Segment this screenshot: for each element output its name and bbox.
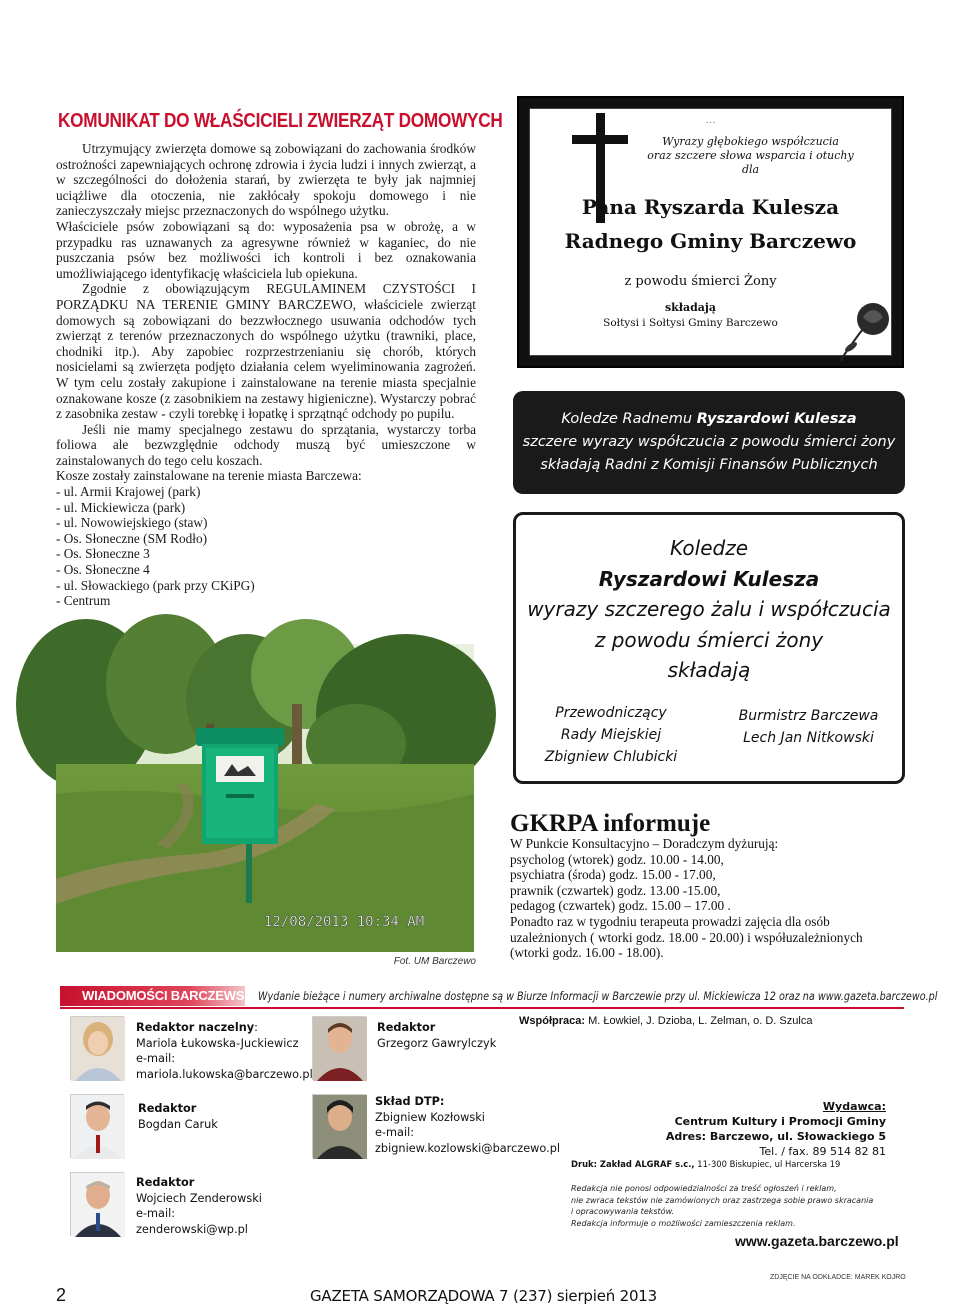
condolence-name: Ryszardowi Kulesza	[696, 411, 857, 427]
staff-name: Grzegorz Gawrylczyk	[377, 1036, 497, 1050]
gkrpa-info	[510, 836, 902, 961]
list-item: - Centrum	[56, 593, 111, 609]
photo-timestamp: 12/08/2013 10:34 AM	[264, 914, 425, 930]
gkrpa-line: Ponadto raz w tygodniu terapeuta prowadzi zajęcia dla osób	[510, 913, 830, 929]
staff-editor-gawrylczyk	[377, 1020, 496, 1051]
disclaimer-line: Redakcja informuje o możliwości zamieszczenia reklam.	[571, 1218, 796, 1228]
archive-note: Wydanie bieżące i numery archiwalne dostępne są w Biurze Informacji w Barczewie przy ul. Mickiewicza 12 oraz na www.gazeta.barczewo.pl	[258, 990, 938, 1003]
gkrpa-line: uzależnionych ( wtorki godz. 18.00 - 20.00) i współuzależnionych	[510, 929, 863, 945]
disclaimer-line: Redakcja nie ponosi odpowiedzialności za treść ogłoszeń i reklam,	[571, 1184, 837, 1193]
staff-name: Wojciech Zenderowski	[136, 1191, 262, 1205]
publisher-name: Centrum Kultury i Promocji Gminy	[674, 1115, 886, 1128]
avatar-editor-in-chief	[70, 1016, 124, 1080]
list-item: - ul. Armii Krajowej (park)	[56, 484, 201, 500]
gkrpa-title: GKRPA informuje	[510, 810, 711, 837]
staff-name: Mariola Łukowska-Juckiewicz	[136, 1036, 299, 1050]
article-paragraph: Właściciele psów zobowiązani są do: wyposażenia psa w obrożę, a w przypadku ras uznawanych za agresywne również w kaganiec, do nie puszczania psów bez możliwości ich kontroli i bez oznakowania umożliwiającego identyfikację właściciela lub opiekuna.	[56, 218, 476, 281]
obituary-line: dla	[741, 163, 760, 176]
printer-info	[571, 1159, 840, 1169]
publisher-address: Adres: Barczewo, ul. Słowackiego 5	[665, 1130, 886, 1143]
staff-name: Zbigniew Kozłowski	[375, 1110, 485, 1124]
page-number: 2	[56, 1285, 67, 1305]
masthead-title: WIADOMOŚCI BARCZEWSKIE	[60, 986, 245, 1006]
list-item: - Os. Słoneczne 4	[56, 562, 150, 578]
staff-email[interactable]: zbigniew.kozlowski@barczewo.pl	[375, 1141, 561, 1155]
condolence-line	[513, 408, 905, 431]
condolence-line: z powodu śmierci żony	[594, 627, 824, 652]
obituary-line: składają	[664, 301, 717, 314]
condolence-box-committee	[513, 391, 905, 494]
staff-editor-zenderowski	[136, 1175, 262, 1237]
staff-dtp	[375, 1094, 560, 1156]
condolence-box-mayor	[513, 512, 905, 784]
obituary-faded-header: …	[705, 115, 716, 126]
publisher-phone: Tel. / fax. 89 514 82 81	[759, 1145, 886, 1158]
list-item: - ul. Słowackiego (park przy CKiPG)	[56, 577, 255, 593]
park-scene-illustration	[56, 644, 474, 952]
article-paragraph: Utrzymujący zwierzęta domowe są zobowiązani do zachowania środków ostrożności zapewniających ochronę zdrowia i życia ludzi i innych zwierząt, a w szczególności do dołożenia starań, by zwierzęta te były jak najmniej uciążliwe dla otoczenia, nie zakłócały spokoju domowego i nie zanieczyszczały miejsc przeznaczonych do wspólnego użytku.	[56, 141, 476, 219]
avatar-editor-zenderowski	[70, 1172, 124, 1236]
staff-role: Redaktor naczelny	[136, 1021, 255, 1034]
avatar-dtp-kozlowski	[312, 1094, 366, 1158]
collaborators	[519, 1015, 812, 1027]
gkrpa-line: (wtorki godz. 16.00 - 18.00).	[510, 945, 664, 961]
collaborators-label: Współpraca:	[519, 1015, 586, 1027]
staff-name: Bogdan Caruk	[138, 1117, 218, 1131]
condolence-line: wyrazy szczerego żalu i współczucia	[527, 597, 891, 621]
staff-email-label: e-mail:	[375, 1126, 415, 1139]
staff-role: Redaktor	[136, 1176, 195, 1189]
condolence-line: szczere wyrazy współczucia z powodu śmierci żony	[522, 434, 896, 450]
article-body	[56, 141, 476, 609]
list-item: - ul. Nowowiejskiego (staw)	[56, 515, 208, 531]
staff-email[interactable]: zenderowski@wp.pl	[136, 1222, 248, 1236]
obituary-line: z powodu śmierci Żony	[624, 274, 777, 289]
masthead-divider	[60, 1007, 904, 1009]
obituary-title: Radnego Gminy Barczewo	[564, 229, 857, 253]
obituary-line: oraz szczere słowa wsparcia i otuchy	[647, 149, 854, 162]
article-title: KOMUNIKAT DO WŁAŚCICIELI ZWIERZĄT DOMOWYCH	[58, 110, 503, 132]
list-item: - Os. Słoneczne (SM Rodło)	[56, 530, 208, 546]
bin-location-list	[56, 484, 476, 609]
signature-line: Rady Miejskiej	[560, 727, 662, 743]
printer-address: 11-300 Biskupiec, ul Harcerska 19	[694, 1159, 841, 1169]
gkrpa-line: W Punkcie Konsultacyjno – Doradczym dyżurują:	[510, 836, 779, 851]
signature-line: Przewodniczący	[555, 705, 667, 721]
obituary-card	[529, 108, 892, 356]
article-paragraph: Kosze zostały zainstalowane na terenie miasta Barczewa:	[56, 468, 362, 484]
staff-email[interactable]: mariola.lukowska@barczewo.pl	[136, 1067, 313, 1081]
article-paragraph: Zgodnie z obowiązującym REGULAMINEM CZYSTOŚCI I PORZĄDKU NA TERENIE GMINY BARCZEWO, właściciele zwierząt domowych są zobowiązani do bezzwłocznego usuwania odchodów tych zwierząt z terenów przeznaczonych do wspólnego użytku (trawniki, place, chodniki itp.). Aby zapobiec rozprzestrzenianiu się chorób, których nosicielami są zwierzęta podjęto działania celem wyeliminowania zagrożeń. W tym celu zostały zakupione i zainstalowane na terenie miasta specjalnie oznakowane kosze (z zasobnikiem na zestawy higieniczne). Wystarczy pobrać z zasobnika zestaw - czyli torebkę i łopatkę i sprzątnąć odchody po pupilu.	[56, 281, 476, 422]
signature-council-chair	[526, 702, 696, 768]
avatar-editor-caruk	[70, 1094, 124, 1158]
cover-photo-credit: ZDJĘCIE NA ODKŁADCE: MAREK KOJRO	[770, 1274, 906, 1281]
condolence-text: Koledze Radnemu	[561, 411, 697, 427]
obituary-line: Wyrazy głębokiego współczucia	[662, 135, 839, 148]
website-link[interactable]: www.gazeta.barczewo.pl	[735, 1233, 899, 1249]
collaborators-names: M. Łowkiel, J. Dzioba, L. Zelman, o. D. Szulca	[585, 1015, 813, 1027]
photo-caption: Fot. UM Barczewo	[393, 956, 476, 967]
signature-line: Lech Jan Nitkowski	[743, 730, 874, 746]
signature-line: Burmistrz Barczewa	[738, 708, 879, 724]
issue-title: GAZETA SAMORZĄDOWA 7 (237) sierpień 2013	[310, 1287, 657, 1305]
list-item: - ul. Mickiewicza (park)	[56, 499, 186, 515]
condolence-name: Ryszardowi Kulesza	[598, 566, 820, 591]
staff-role: Redaktor	[377, 1021, 436, 1034]
disclaimer-line: i opracowywania tekstów.	[571, 1207, 675, 1216]
list-item: - Os. Słoneczne 3	[56, 546, 150, 562]
staff-email-label: e-mail:	[136, 1207, 176, 1220]
staff-email-label: e-mail:	[136, 1052, 176, 1065]
condolence-line: Koledze	[670, 536, 748, 560]
gkrpa-line: prawnik (czwartek) godz. 13.00 -15.00,	[510, 882, 721, 898]
obituary-name: Pana Ryszarda Kulesza	[581, 195, 840, 219]
staff-role: Redaktor	[138, 1102, 197, 1115]
signature-line: Zbigniew Chlubicki	[544, 749, 678, 765]
obituary-notice	[517, 96, 904, 368]
editorial-disclaimer	[571, 1183, 873, 1229]
publisher-label: Wydawca:	[822, 1100, 886, 1113]
printer-label: Druk: Zakład ALGRAF s.c.,	[571, 1159, 695, 1169]
gkrpa-line: psychiatra (środa) godz. 15.00 - 17.00,	[510, 867, 716, 883]
staff-editor-in-chief: Redaktor naczelny: Mariola Łukowska-Juckiewicz e-mail: mariola.lukowska@barczewo.pl	[136, 1021, 313, 1081]
staff-editor-caruk	[138, 1101, 218, 1132]
condolence-line: składają	[667, 658, 751, 682]
gkrpa-line: psycholog (wtorek) godz. 10.00 - 14.00,	[510, 851, 724, 867]
gkrpa-line: pedagog (czwartek) godz. 15.00 – 17.00 .	[510, 898, 731, 914]
staff-role: Skład DTP:	[375, 1095, 445, 1108]
condolence-line: składają Radni z Komisji Finansów Publicznych	[540, 457, 878, 473]
dog-waste-bin-photo	[56, 644, 474, 952]
disclaimer-line: nie zwraca tekstów nie zamówionych oraz zastrzega sobie prawo skracania	[571, 1195, 874, 1205]
avatar-editor-gawrylczyk	[312, 1016, 366, 1080]
signature-mayor	[721, 705, 896, 749]
obituary-signatories: Sołtysi i Sołtysi Gminy Barczewo	[603, 317, 778, 329]
publisher-info	[660, 1099, 886, 1159]
article-paragraph: Jeśli nie mamy specjalnego zestawu do sprzątania, wystarczy torba foliowa ale bezwzględnie odchody muszą być umieszczone w zainstalowanych do tego celu koszach.	[56, 421, 476, 468]
